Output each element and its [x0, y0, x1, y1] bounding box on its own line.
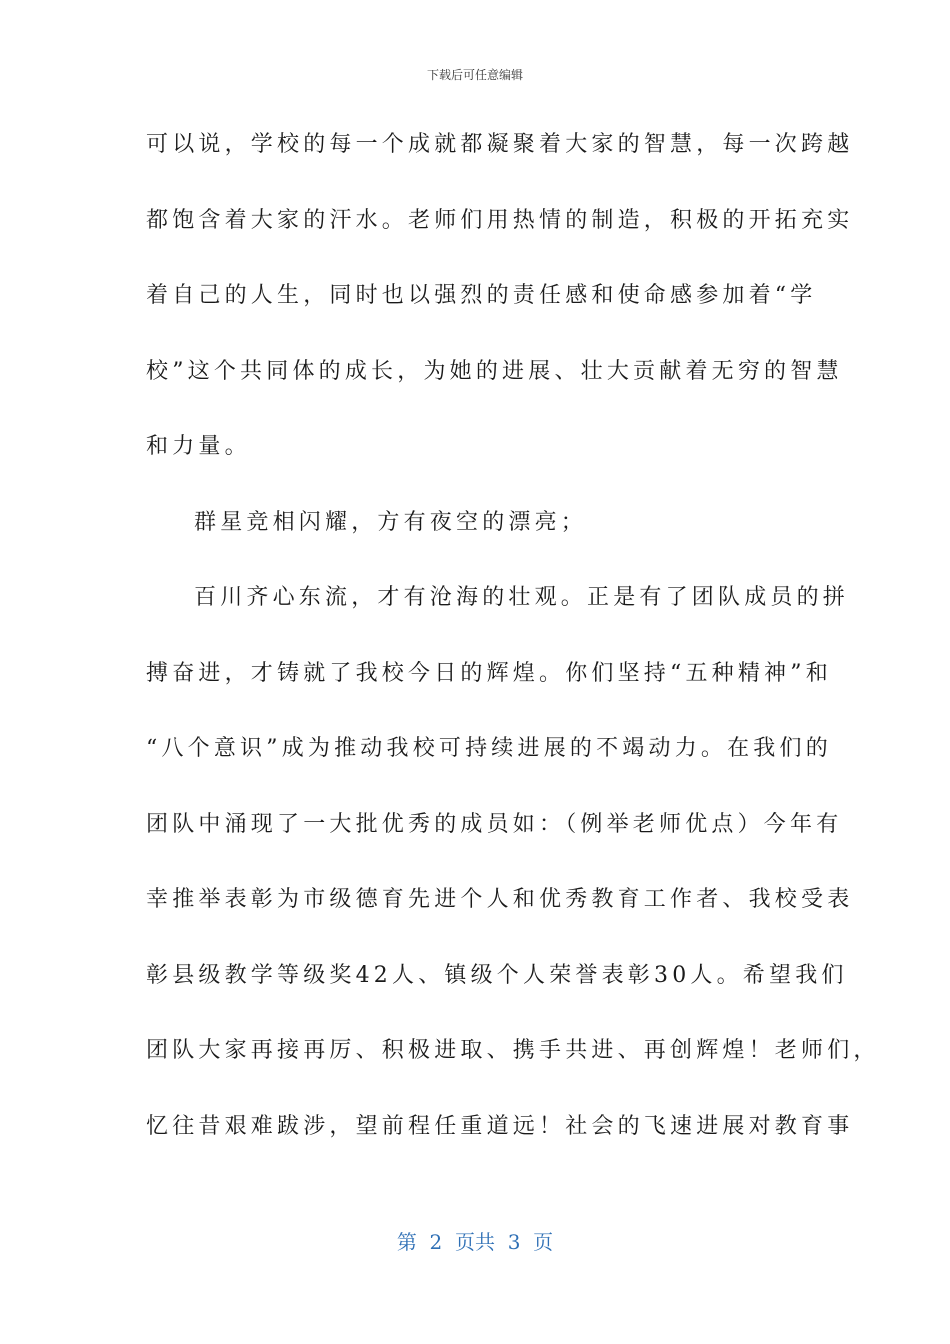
body-line: 彰县级教学等级奖42人、镇级个人荣誉表彰30人。希望我们: [146, 962, 848, 988]
body-line: 可以说，学校的每一个成就都凝聚着大家的智慧，每一次跨越: [146, 132, 854, 157]
body-line: 忆往昔艰难跋涉，望前程任重道远！社会的飞速进展对教育事: [146, 1113, 854, 1139]
body-line: 校”这个共同体的成长，为她的进展、壮大贡献着无穷的智慧: [146, 358, 843, 384]
body-line: 幸推举表彰为市级德育先进个人和优秀教育工作者、我校受表: [146, 887, 854, 912]
body-line: 团队大家再接再厉、积极进取、携手共进、再创辉煌！老师们，: [146, 1038, 880, 1063]
body-line: 都饱含着大家的汗水。老师们用热情的制造，积极的开拓充实: [146, 207, 854, 233]
body-line: “八个意识”成为推动我校可持续进展的不竭动力。在我们的: [146, 736, 832, 761]
body-line: 百川齐心东流，才有沧海的壮观。正是有了团队成员的拼: [194, 585, 850, 610]
body-line: 群星竞相闪耀，方有夜空的漂亮；: [194, 509, 588, 535]
body-line: 搏奋进，才铸就了我校今日的辉煌。你们坚持“五种精神”和: [146, 660, 832, 686]
document-body: [146, 128, 880, 1185]
body-line: 团队中涌现了一大批优秀的成员如：（例举老师优点）今年有: [146, 811, 843, 837]
page-header-note: 下载后可任意编辑: [426, 68, 523, 82]
body-line: 和力量。: [146, 434, 251, 459]
page-number-footer: 第 2 页共 3 页: [396, 1230, 554, 1254]
body-line: 着自己的人生，同时也以强烈的责任感和使命感参加着“学: [146, 283, 817, 308]
